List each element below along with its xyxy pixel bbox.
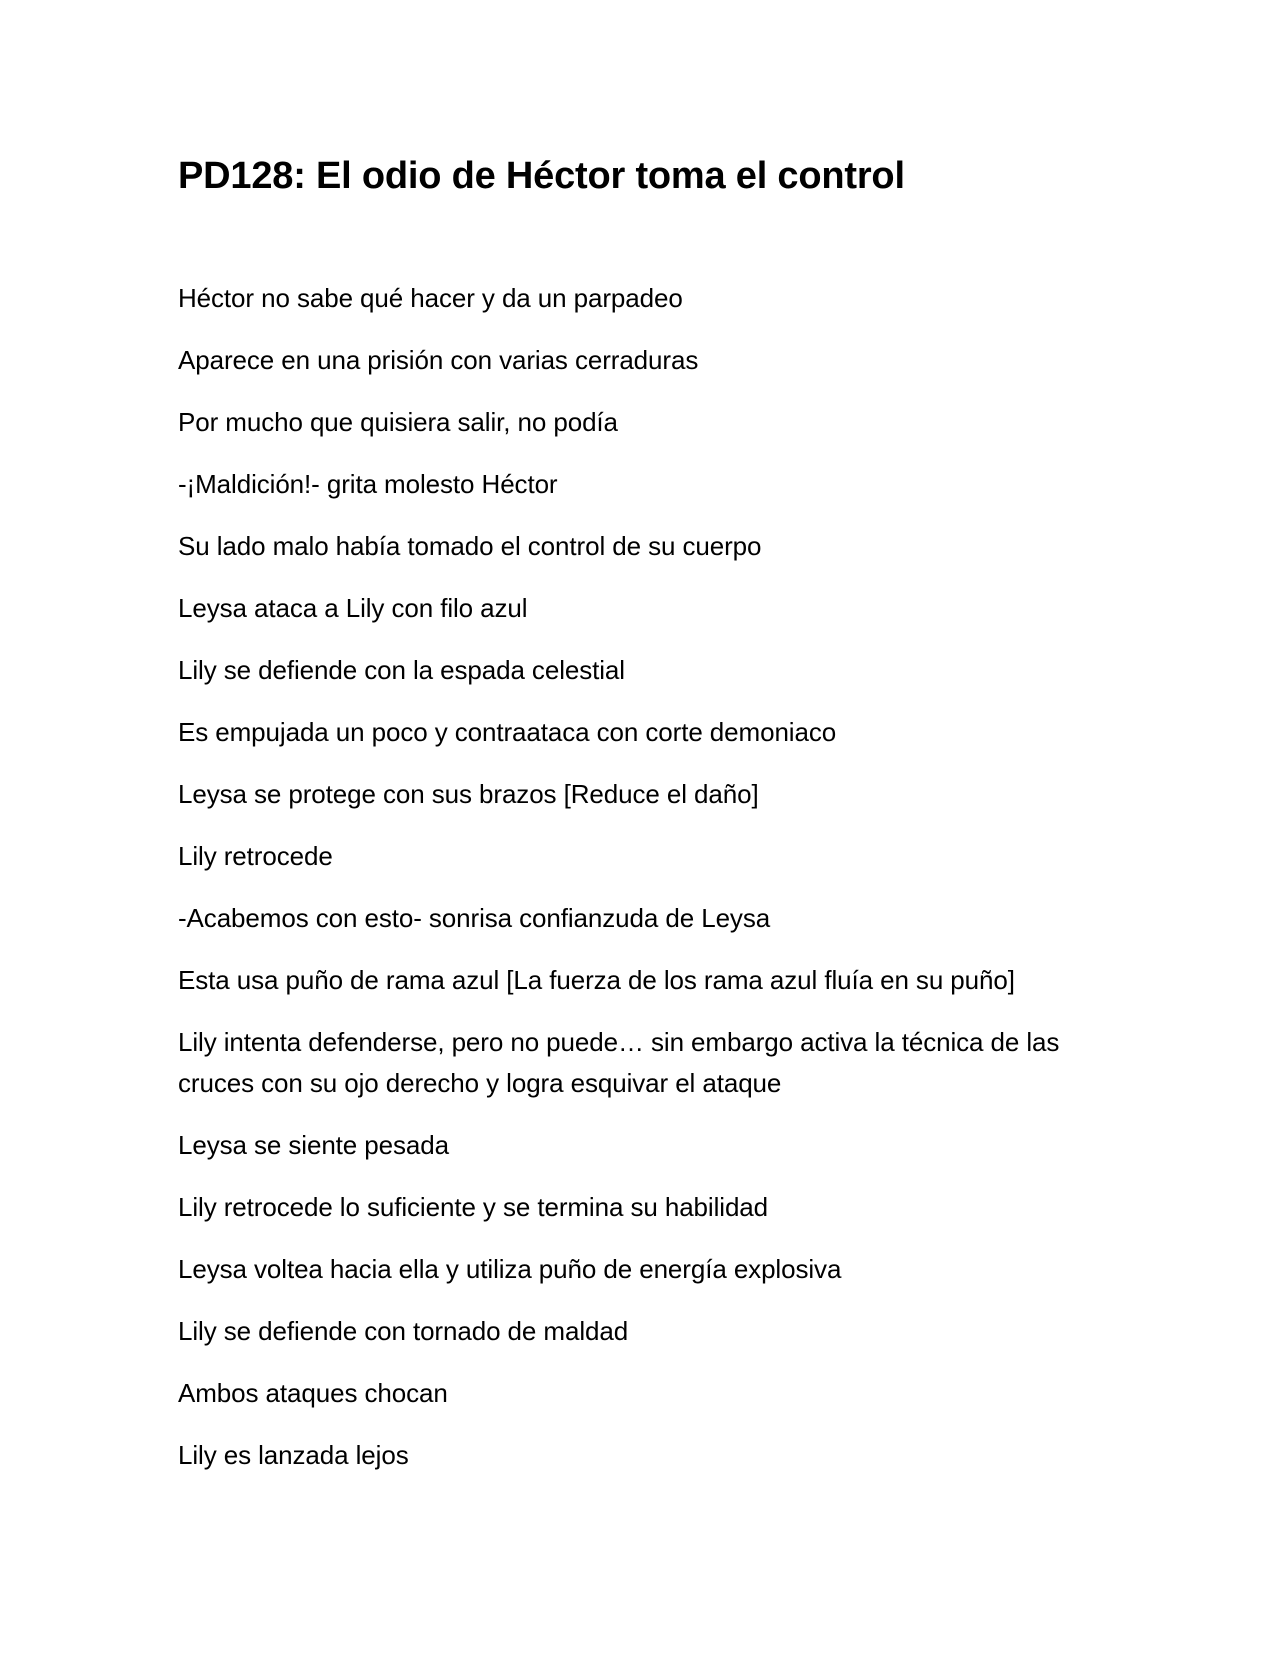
paragraph: Lily es lanzada lejos [178, 1440, 409, 1470]
paragraph: Lily se defiende con tornado de maldad [178, 1316, 629, 1346]
paragraph: -¡Maldición!- grita molesto Héctor [178, 469, 558, 499]
paragraph: Por mucho que quisiera salir, no podía [178, 407, 618, 437]
document-body [178, 150, 1108, 1497]
paragraph: Leysa voltea hacia ella y utiliza puño de energía explosiva [178, 1254, 842, 1284]
paragraph: Héctor no sabe qué hacer y da un parpadeo [178, 283, 683, 313]
paragraph: Leysa se protege con sus brazos [Reduce el daño] [178, 779, 759, 809]
paragraph: Lily retrocede [178, 841, 333, 871]
paragraph: -Acabemos con esto- sonrisa confianzuda de Leysa [178, 903, 771, 933]
paragraph: Ambos ataques chocan [178, 1378, 448, 1408]
paragraph: Esta usa puño de rama azul [La fuerza de los rama azul fluía en su puño] [178, 965, 1015, 995]
paragraph: Leysa ataca a Lily con filo azul [178, 593, 528, 623]
paragraph: Lily intenta defenderse, pero no puede… sin embargo activa la técnica de las cruces con su ojo derecho y logra esquivar el ataque [178, 1027, 1060, 1098]
document-title: PD128: El odio de Héctor toma el control [178, 155, 905, 197]
paragraph: Lily retrocede lo suficiente y se termina su habilidad [178, 1192, 769, 1222]
paragraph-list [178, 278, 1108, 1476]
paragraph: Lily se defiende con la espada celestial [178, 655, 625, 685]
paragraph: Aparece en una prisión con varias cerraduras [178, 345, 699, 375]
paragraph: Su lado malo había tomado el control de su cuerpo [178, 531, 762, 561]
paragraph: Es empujada un poco y contraataca con corte demoniaco [178, 717, 837, 747]
paragraph: Leysa se siente pesada [178, 1130, 449, 1160]
